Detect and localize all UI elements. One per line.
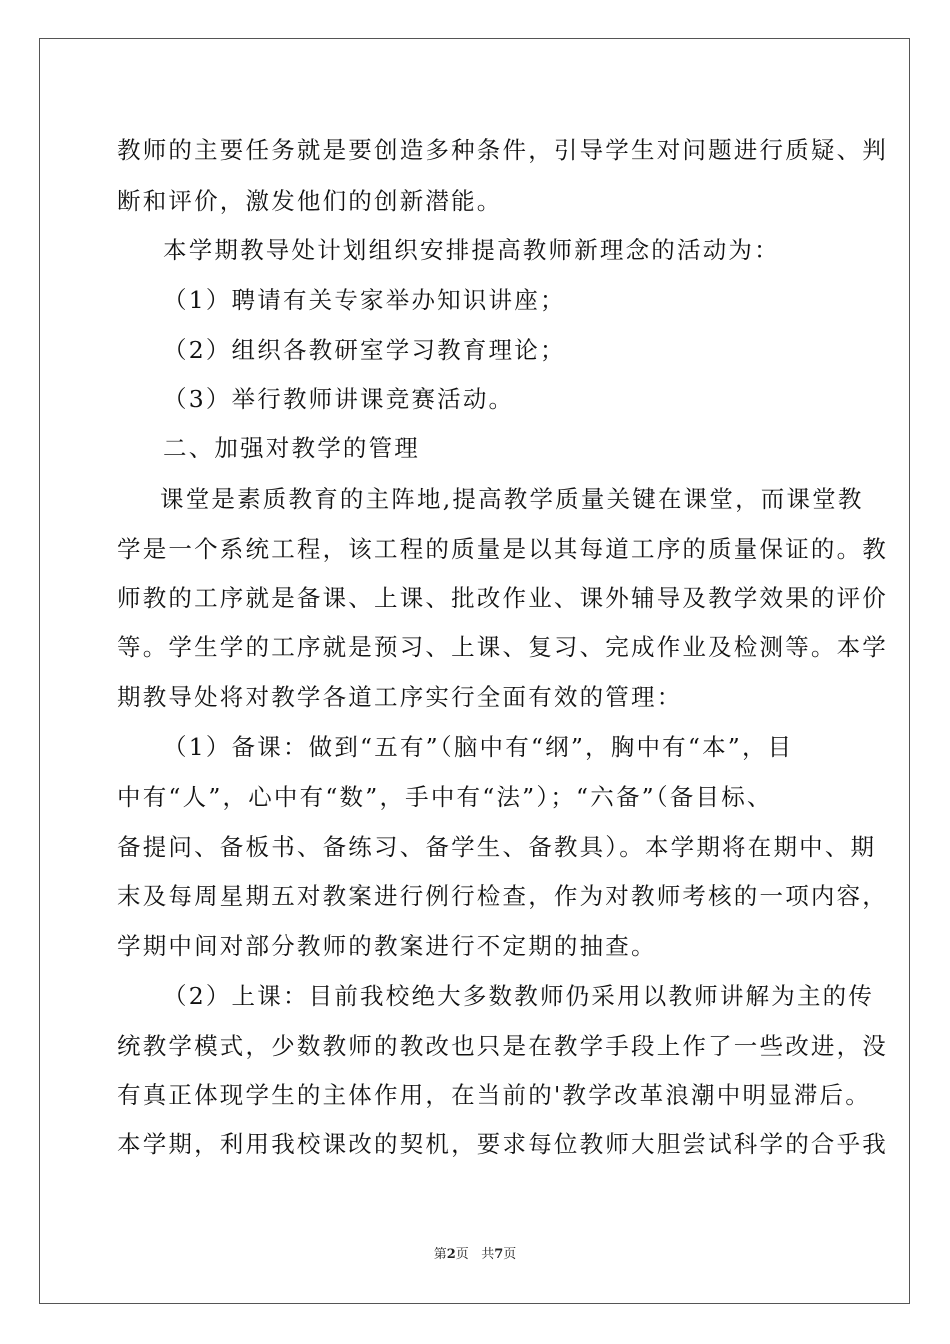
text-line: 课堂是素质教育的主阵地,提高教学质量关键在课堂，而课堂教 xyxy=(160,485,864,513)
text-line: 有真正体现学生的主体作用，在当前的'教学改革浪潮中明显滞后。 xyxy=(117,1081,871,1109)
text-line: 本学期，利用我校课改的契机，要求每位教师大胆尝试科学的合乎我 xyxy=(117,1130,888,1158)
page-footer xyxy=(0,1247,950,1263)
footer-total-prefix: 共 xyxy=(481,1247,495,1262)
footer-total-suffix: 页 xyxy=(503,1247,517,1262)
text-line: 期教导处将对教学各道工序实行全面有效的管理： xyxy=(117,683,683,711)
text-line: （2）上课：目前我校绝大多数教师仍采用以教师讲解为主的传 xyxy=(163,982,875,1010)
text-line: 断和评价，激发他们的创新潜能。 xyxy=(117,187,503,215)
text-line: 本学期教导处计划组织安排提高教师新理念的活动为： xyxy=(163,236,780,264)
text-line: 教师的主要任务就是要创造多种条件，引导学生对问题进行质疑、判 xyxy=(117,136,888,164)
text-line: 学是一个系统工程，该工程的质量是以其每道工序的质量保证的。教 xyxy=(117,535,888,563)
text-line: 中有“人”，心中有“数”，手中有“法”）；“六备”（备目标、 xyxy=(117,783,773,811)
text-line: 学期中间对部分教师的教案进行不定期的抽查。 xyxy=(117,932,657,960)
text-line: （1）聘请有关专家举办知识讲座； xyxy=(163,286,566,314)
text-line: 备提问、备板书、备练习、备学生、备教具）。本学期将在期中、期 xyxy=(117,833,877,861)
footer-page-suffix: 页 xyxy=(455,1247,469,1262)
text-line: 师教的工序就是备课、上课、批改作业、课外辅导及教学效果的评价 xyxy=(117,584,888,612)
text-line: 统教学模式，少数教师的教改也只是在教学手段上作了一些改进，没 xyxy=(117,1032,888,1060)
text-line: 末及每周星期五对教案进行例行检查，作为对教师考核的一项内容， xyxy=(117,882,888,910)
text-line: （2）组织各教研室学习教育理论； xyxy=(163,336,566,364)
text-line: 等。学生学的工序就是预习、上课、复习、完成作业及检测等。本学 xyxy=(117,633,888,661)
text-line: （1）备课：做到“五有”（脑中有“纲”，胸中有“本”，目 xyxy=(163,733,794,761)
footer-prefix: 第 xyxy=(433,1247,447,1262)
section-heading: 二、加强对教学的管理 xyxy=(163,434,420,462)
page-border xyxy=(39,38,910,1304)
footer-page-number: 2 xyxy=(446,1247,456,1262)
footer-total-pages: 7 xyxy=(494,1247,504,1262)
text-line: （3）举行教师讲课竞赛活动。 xyxy=(163,385,515,413)
